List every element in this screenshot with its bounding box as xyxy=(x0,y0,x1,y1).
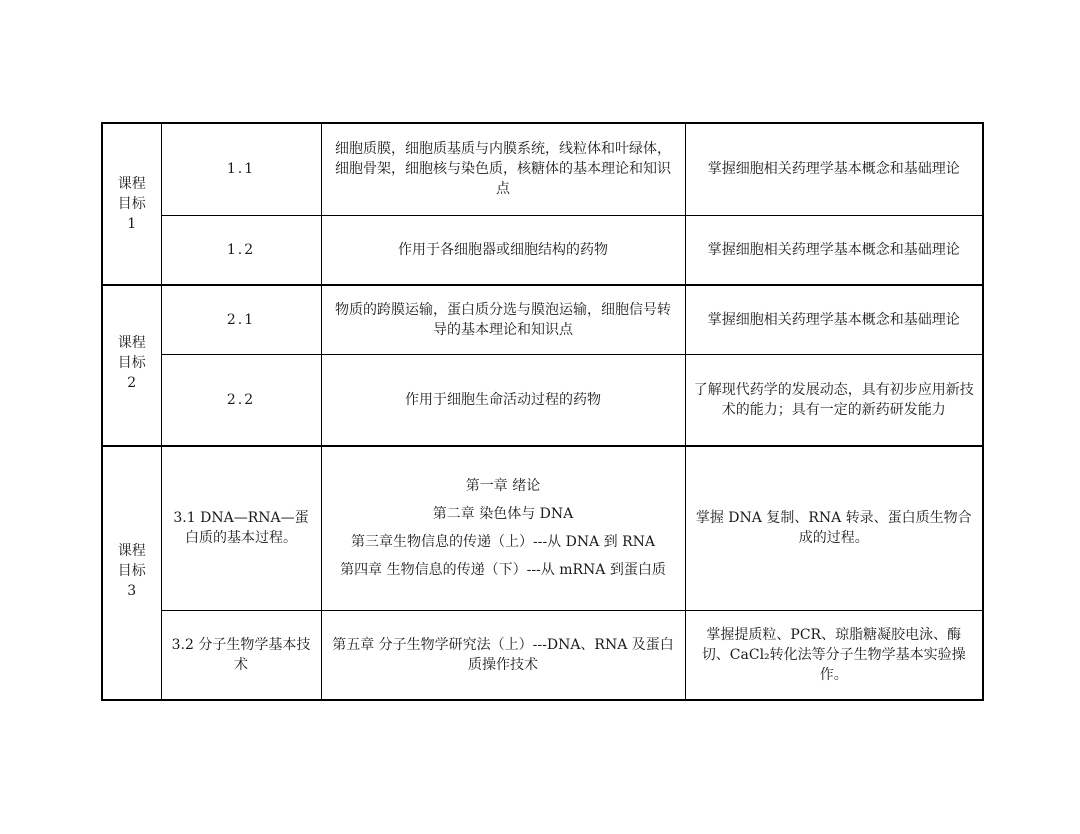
table-row xyxy=(102,123,983,215)
course-objectives-table xyxy=(101,122,984,701)
chapter-line: 第三章生物信息的传递（上）---从 DNA 到 RNA xyxy=(350,534,656,551)
sub-goal-1-2-id: 1.2 xyxy=(161,215,321,285)
sub-goal-3-1-id: 3.1 DNA—RNA—蛋白质的基本过程。 xyxy=(161,446,321,610)
sub-goal-2-1-id: 2.1 xyxy=(161,285,321,354)
sub-goal-3-1-content xyxy=(321,446,685,610)
goal-1-line-3: 1 xyxy=(127,216,137,232)
table-row xyxy=(102,215,983,285)
sub-goal-3-2-content: 第五章 分子生物学研究法（上）---DNA、RNA 及蛋白质操作技术 xyxy=(321,610,685,700)
goal-3-cell xyxy=(102,446,161,700)
table-row xyxy=(102,446,983,610)
sub-goal-1-1-id: 1.1 xyxy=(161,123,321,215)
goal-1-line-1: 课程 xyxy=(117,176,146,192)
sub-goal-2-1-requirement: 掌握细胞相关药理学基本概念和基础理论 xyxy=(685,285,983,354)
goal-2-line-3: 2 xyxy=(127,375,137,391)
table-row xyxy=(102,610,983,700)
chapter-line: 第一章 绪论 xyxy=(465,478,541,495)
table-row xyxy=(102,285,983,354)
goal-2-line-1: 课程 xyxy=(117,335,146,351)
sub-goal-1-2-requirement: 掌握细胞相关药理学基本概念和基础理论 xyxy=(685,215,983,285)
table-row xyxy=(102,354,983,446)
goal-3-line-1: 课程 xyxy=(117,543,146,559)
goal-2-line-2: 目标 xyxy=(117,355,146,371)
goal-1-cell xyxy=(102,123,161,285)
goal-3-line-3: 3 xyxy=(127,583,137,599)
chapter-line: 第四章 生物信息的传递（下）---从 mRNA 到蛋白质 xyxy=(340,562,666,579)
goal-3-line-2: 目标 xyxy=(117,563,146,579)
sub-goal-3-2-id: 3.2 分子生物学基本技术 xyxy=(161,610,321,700)
sub-goal-1-1-requirement: 掌握细胞相关药理学基本概念和基础理论 xyxy=(685,123,983,215)
sub-goal-2-2-id: 2.2 xyxy=(161,354,321,446)
sub-goal-2-2-requirement: 了解现代药学的发展动态，具有初步应用新技术的能力；具有一定的新药研发能力 xyxy=(685,354,983,446)
sub-goal-1-2-content: 作用于各细胞器或细胞结构的药物 xyxy=(321,215,685,285)
sub-goal-3-2-requirement: 掌握提质粒、PCR、琼脂糖凝胶电泳、酶切、CaCl₂转化法等分子生物学基本实验操作。 xyxy=(685,610,983,700)
sub-goal-1-1-content: 细胞质膜，细胞质基质与内膜系统，线粒体和叶绿体，细胞骨架，细胞核与染色质，核糖体的基本理论和知识点 xyxy=(321,123,685,215)
goal-1-line-2: 目标 xyxy=(117,196,146,212)
sub-goal-2-1-content: 物质的跨膜运输，蛋白质分选与膜泡运输，细胞信号转导的基本理论和知识点 xyxy=(321,285,685,354)
sub-goal-3-1-requirement: 掌握 DNA 复制、RNA 转录、蛋白质生物合成的过程。 xyxy=(685,446,983,610)
goal-2-cell xyxy=(102,285,161,446)
chapter-line: 第二章 染色体与 DNA xyxy=(432,506,574,523)
sub-goal-2-2-content: 作用于细胞生命活动过程的药物 xyxy=(321,354,685,446)
